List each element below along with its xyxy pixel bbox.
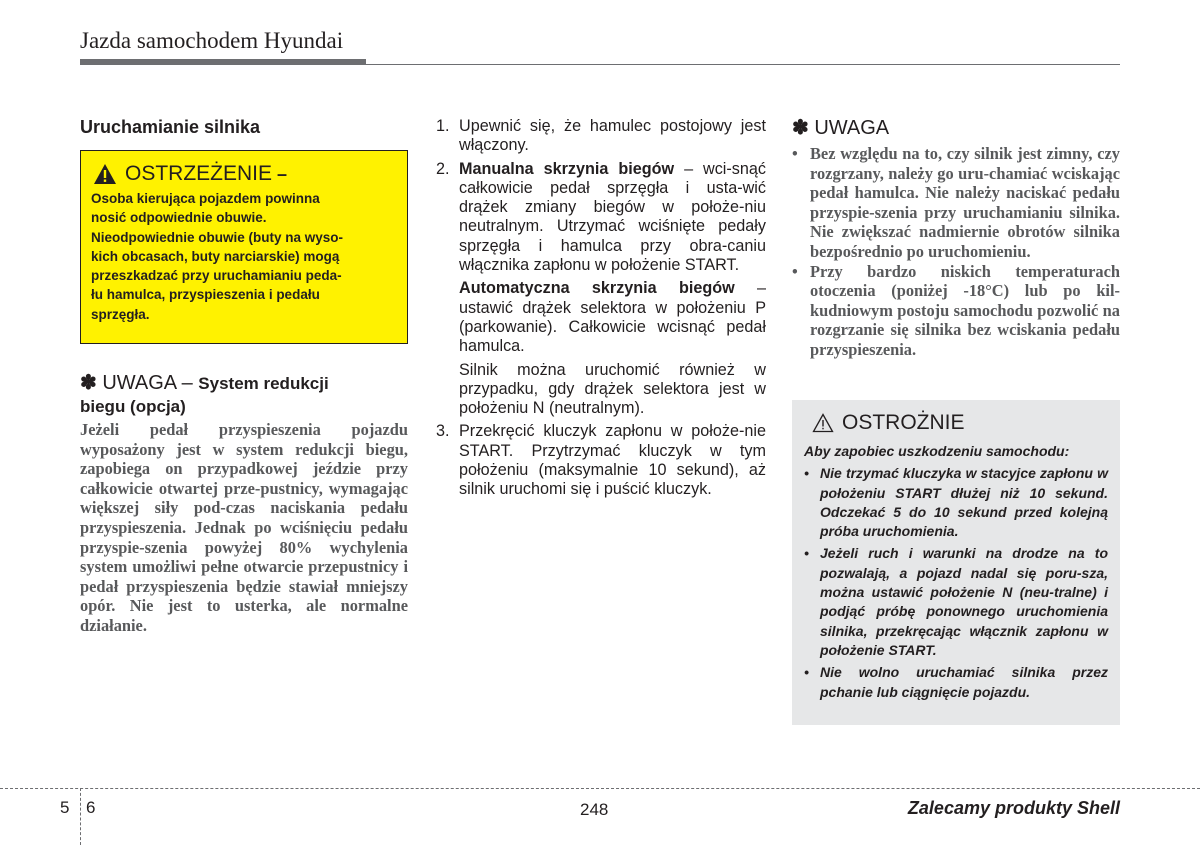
step-text: Upewnić się, że hamulec postojowy jest włączony. (459, 117, 766, 155)
bullet-text: Przy bardzo niskich temperaturach otoczenia (poniżej -18°C) lub po kil-kudniowym postoju samochodu pozwolić na rozgrzanie się silnika bez wciskania pedału przyspieszenia. (810, 261, 1120, 359)
caution-box (792, 400, 1120, 725)
bullet: • (792, 144, 798, 163)
chapter-page-number: 6 (86, 798, 96, 817)
step-2-automatic (459, 279, 766, 356)
running-header: Jazda samochodem Hyundai (80, 28, 344, 53)
step-text (459, 160, 766, 276)
note-subtitle-2: biegu (opcja) (80, 397, 186, 416)
step-number: 1. (436, 117, 450, 135)
warning-title (93, 161, 397, 187)
list-item (792, 262, 1120, 360)
note-heading (792, 117, 1120, 139)
list-item (792, 144, 1120, 262)
warning-line: nosić odpowiednie obuwie. (91, 210, 267, 226)
step-1 (436, 117, 766, 156)
header-rule-thin (366, 64, 1120, 65)
automatic-gearbox-label: Automatyczna skrzynia biegów (459, 279, 735, 298)
caution-lead: Aby zapobiec uszkodzeniu samochodu: (804, 443, 1070, 459)
step-number: 3. (436, 422, 450, 441)
caution-title-text: OSTROŻNIE (842, 411, 965, 434)
warning-line: Osoba kierująca pojazdem powinna (91, 191, 320, 206)
note-body: Jeżeli pedał przyspieszenia pojazdu wyposażony jest w system redukcji biegu, zapobiega on przypadkowej jeździe przy całkowicie otwartej prze-pustnicy, wymagając większej siły pod-czas naciskania pedału przyspieszenia. Jednak po wciśnięciu pedału przyspie-szenia powyżej 80% wychylenia system umożliwi pełne otwarcie przepustnicy i pedał przyspieszenia będzie stawiał mniejszy opór. Nie jest to usterka, ale normalne działanie. (80, 420, 408, 635)
section-heading: Uruchamianie silnika (80, 117, 261, 137)
list-item (804, 663, 1108, 702)
page-number: 248 (580, 800, 609, 819)
asterisk-icon: ✽ (792, 117, 809, 139)
caution-item-text: Nie wolno uruchamiać silnika przez pchanie lub ciągnięcie pojazdu. (820, 664, 1108, 700)
asterisk-icon: ✽ (80, 372, 97, 394)
footer-divider (80, 788, 81, 845)
bullet: • (792, 261, 798, 281)
step-text: Przekręcić kluczyk zapłonu w położe-nie START. Przytrzymać kluczyk w tym położeniu (maksymalnie 10 sekund), aż silnik uruchomi się i puścić kluczyk. (459, 422, 766, 499)
warning-line: łu hamulca, przyspieszenia i pedału (91, 287, 320, 303)
caution-title (812, 410, 1108, 436)
note-title: UWAGA – (96, 372, 199, 394)
warning-box (80, 150, 408, 344)
warning-line: przeszkadzać przy uruchamianiu peda- (91, 268, 342, 284)
manual-gearbox-label: Manualna skrzynia biegów (459, 159, 675, 178)
step-3 (436, 422, 766, 499)
note-subtitle: System redukcji (198, 374, 329, 393)
footer-brand-text: Zalecamy produkty Shell (907, 798, 1120, 818)
header-rule-thick (80, 59, 366, 65)
note-bullets (792, 144, 1120, 360)
footer-rule (0, 788, 1200, 789)
step-2-neutral: Silnik można uruchomić również w przypadku, gdy drążek selektora jest w położeniu N (neutralnym). (459, 360, 766, 418)
step-number: 2. (436, 159, 450, 178)
list-item (804, 464, 1108, 541)
warning-text (91, 189, 397, 324)
bullet-text: Bez względu na to, czy silnik jest zimny, czy rozgrzany, należy go uru-chamiać wciskając pedał hamulca. Nie należy naciskać pedału przyspie-szenia przy uruchamianiu silnika. Nie zwiększać nadmiernie obrotów silnika bezpośrednio po uruchomieniu. (810, 144, 1120, 261)
caution-item-text: Nie trzymać kluczyka w stacyjce zapłonu w położeniu START dłużej niż 10 sekund. Odczekać 5 do 10 sekund przed kolejną próba uruchomienia. (820, 465, 1108, 540)
note-title: UWAGA (808, 117, 890, 139)
caution-triangle-icon (812, 413, 834, 433)
warning-line: kich obcasach, buty narciarskie) mogą (91, 248, 340, 264)
warning-title-text: OSTRZEŻENIE (125, 162, 273, 185)
column-right (792, 117, 1120, 360)
warning-title-dash: – (272, 164, 288, 184)
note-heading (80, 372, 408, 418)
warning-line: sprzęgła. (91, 306, 150, 322)
caution-item-text: Jeżeli ruch i warunki na drodze na to pozwalają, a pojazd nadal się poru-sza, można ustawić położenie N (neu-tralne) i podjąć próbę ponownego uruchomienia silnika, przekręcając włącznik zapłonu w położenie START. (820, 545, 1108, 658)
bullet: • (804, 545, 809, 562)
warning-line: Nieodpowiednie obuwie (buty na wyso- (91, 229, 344, 245)
manual-gearbox-text: – wci-snąć całkowicie pedał sprzęgła i usta-wić drążek zmiany biegów w położe-niu neutralnym. Utrzymać wciśnięte pedały sprzęgła i hamulca przy obra-caniu włącznika zapłonu w położenie START. (459, 159, 766, 275)
step-2 (436, 160, 766, 276)
list-item (804, 544, 1108, 660)
bullet: • (804, 465, 809, 482)
automatic-gearbox-text: – ustawić drążek selektora w położeniu P (parkowanie). Całkowicie wcisnąć pedał hamulca. (459, 279, 766, 356)
bullet: • (804, 664, 809, 681)
column-left (80, 116, 408, 636)
chapter-number: 5 (60, 798, 70, 817)
column-middle (436, 117, 766, 504)
warning-triangle-icon (93, 163, 117, 185)
